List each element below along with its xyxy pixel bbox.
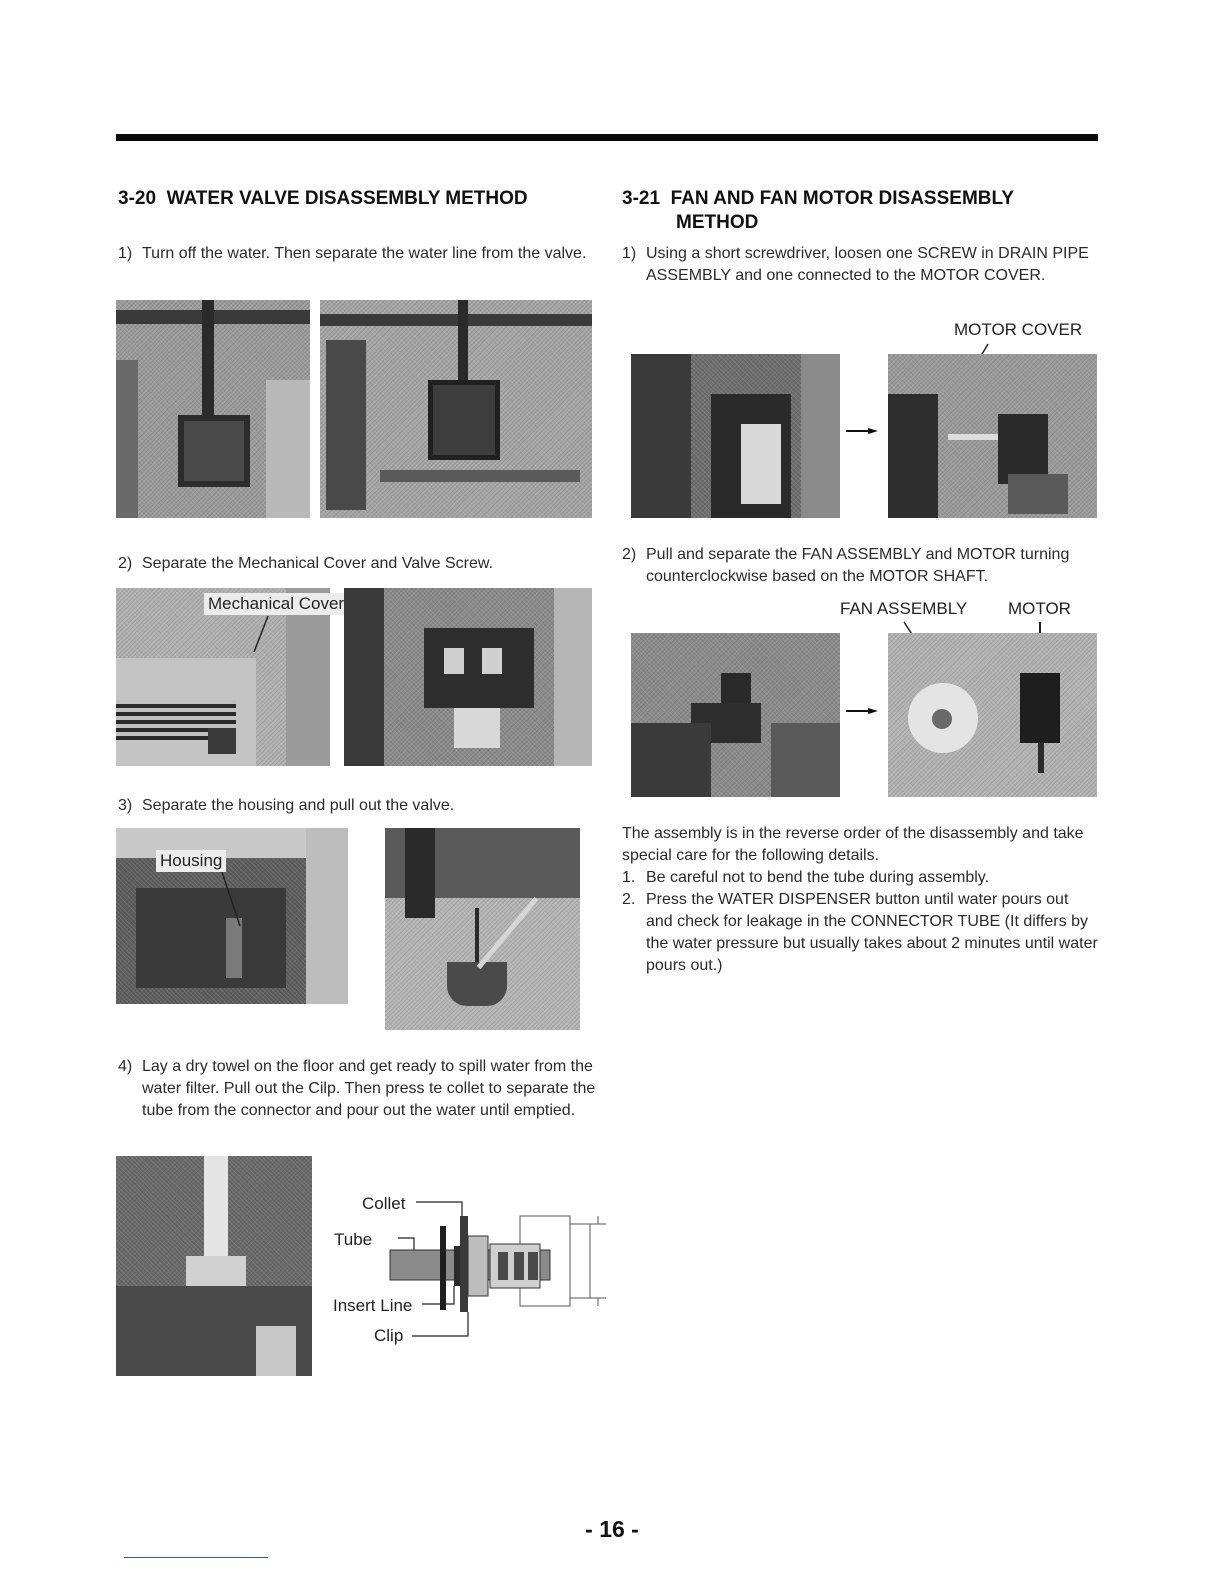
step-1-water-valve xyxy=(118,243,598,265)
photo-motor-cover xyxy=(888,354,1097,518)
step-1-motor-cover xyxy=(622,243,1098,287)
step-text: Turn off the water. Then separate the water line from the valve. xyxy=(142,245,587,262)
section-heading-3-20 xyxy=(118,187,528,211)
note-number: 1. xyxy=(622,869,636,886)
photo-valve-pulled-out xyxy=(385,828,580,1030)
top-rule xyxy=(116,134,1098,141)
note-2 xyxy=(622,889,1098,977)
callout-motor: MOTOR xyxy=(1008,599,1071,618)
heading-title-line2: METHOD xyxy=(676,212,759,233)
step-number: 2) xyxy=(622,546,637,563)
section-heading-3-21 xyxy=(622,187,1102,235)
label-collet: Collet xyxy=(362,1194,406,1213)
housing-pointer xyxy=(218,870,248,930)
tag-mechanical-cover: Mechanical Cover xyxy=(204,593,348,615)
photo-fan-installed xyxy=(631,633,840,797)
assembly-note: The assembly is in the reverse order of the disassembly and take special care for the following details. xyxy=(622,825,1084,864)
connector-diagram xyxy=(380,1186,610,1346)
page-number: - 16 - xyxy=(585,1516,639,1542)
label-tube: Tube xyxy=(334,1230,373,1249)
label-clip: Clip xyxy=(374,1326,404,1345)
footer-link-underline xyxy=(124,1557,268,1558)
callout-fan-assembly: FAN ASSEMBLY xyxy=(840,599,968,618)
step-text: Separate the housing and pull out the valve. xyxy=(142,797,455,814)
photo-valve-screw xyxy=(344,588,592,766)
heading-number: 3-21 xyxy=(622,188,661,209)
step-text: Pull and separate the FAN ASSEMBLY and MOTOR turning counterclockwise based on the MOTOR SHAFT. xyxy=(646,546,1070,585)
heading-number: 3-20 xyxy=(118,188,157,209)
photo-fan-and-motor-separated xyxy=(888,633,1097,797)
step-number: 1) xyxy=(118,245,133,262)
arrow-right-icon xyxy=(846,428,878,434)
callout-motor-cover: MOTOR COVER xyxy=(954,320,1083,339)
step-number: 3) xyxy=(118,797,133,814)
note-1 xyxy=(622,867,1098,889)
step-3-housing xyxy=(118,795,598,817)
step-number: 2) xyxy=(118,555,133,572)
step-number: 4) xyxy=(118,1058,133,1075)
mechanical-cover-pointer xyxy=(246,614,276,654)
step-2-mechanical-cover xyxy=(118,553,598,575)
photo-water-line-separated xyxy=(320,300,592,518)
step-number: 1) xyxy=(622,245,637,262)
photo-water-line-attached xyxy=(116,300,310,518)
photo-water-filter-tube xyxy=(116,1156,312,1376)
step-text: Separate the Mechanical Cover and Valve Screw. xyxy=(142,555,494,572)
photo-drain-pipe-screw xyxy=(631,354,840,518)
heading-title-line1: FAN AND FAN MOTOR DISASSEMBLY xyxy=(670,188,1015,209)
arrow-right-icon xyxy=(846,708,878,714)
step-text: Lay a dry towel on the floor and get ready to spill water from the water filter. Pull out the Cilp. Then press te collet to separate the tube from the connector and pour out the water until emptied. xyxy=(142,1058,596,1119)
step-4-drain-water xyxy=(118,1056,598,1122)
step-2-fan-assembly xyxy=(622,544,1098,588)
note-number: 2. xyxy=(622,891,636,908)
note-text: Press the WATER DISPENSER button until water pours out and check for leakage in the CONNECTOR TUBE (It differs by the water pressure but usually takes about 2 minutes until water pours out.) xyxy=(646,891,1098,974)
step-text: Using a short screwdriver, loosen one SCREW in DRAIN PIPE ASSEMBLY and one connected to the MOTOR COVER. xyxy=(646,245,1089,284)
heading-title: WATER VALVE DISASSEMBLY METHOD xyxy=(166,188,528,209)
tag-housing: Housing xyxy=(156,850,226,872)
label-insert-line: Insert Line xyxy=(333,1296,413,1315)
note-text: Be careful not to bend the tube during assembly. xyxy=(646,869,990,886)
